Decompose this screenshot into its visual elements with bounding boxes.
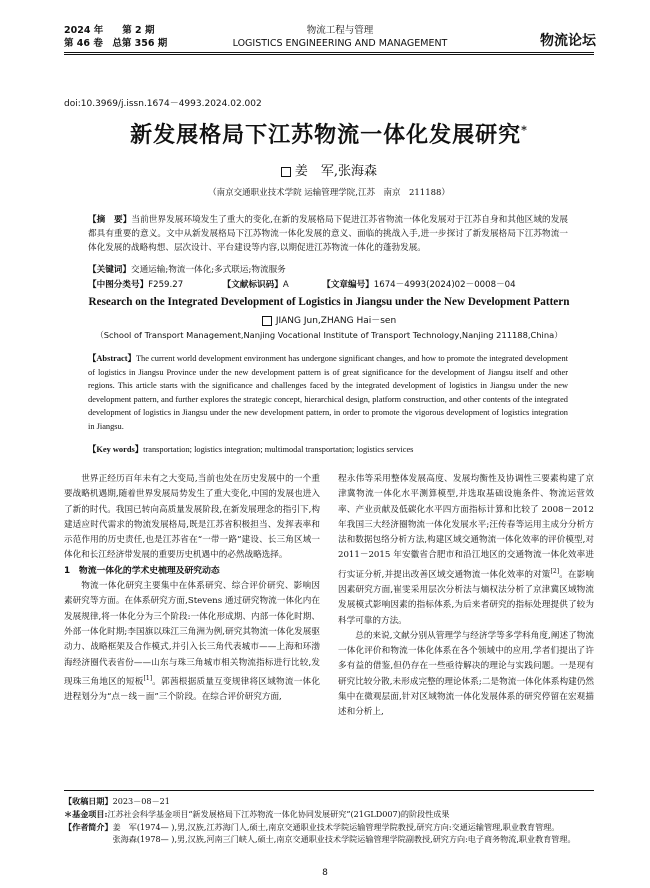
received-value: 2023－08－21 xyxy=(112,796,170,806)
journal-name-en: LOGISTICS ENGINEERING AND MANAGEMENT xyxy=(232,38,448,49)
keywords-cn xyxy=(88,263,568,275)
affiliation-en: （School of Transport Management,Nanjing Vocational Institute of Transport Technology,Nanjing 211188,China） xyxy=(95,330,563,340)
column-name: 物流论坛 xyxy=(540,33,596,49)
authors-en-text: JIANG Jun,ZHANG Hai－sen xyxy=(275,316,397,326)
literature-text: 物流一体化研究主要集中在体系研究、综合评价研究、影响因素研究等方面。在体系研究方面,Stevens 通过研究物流一体化内在发展规律,将一体化分为三个阶段:一体化形成期、内部一体化时期、外部一体化时期;李国旗以珠江三角洲为例,研究其物流一体化发展驱动力、战略框架及合作模式,并引入长三角代表城市——上海和环渤海经济圈代表省份——山东与珠三角城市相关物流指标进行比较,发现珠三角地区的短板 xyxy=(64,581,320,687)
authors-cn-text: 姜 军,张海森 xyxy=(294,164,378,179)
footnotes xyxy=(64,795,594,846)
header-rule xyxy=(64,52,594,53)
affiliation-cn: （南京交通职业技术学院 运输管理学院,江苏 南京 211188） xyxy=(208,188,450,198)
title-mark: * xyxy=(521,123,528,137)
authors-en xyxy=(64,313,594,326)
author-box-icon-en xyxy=(262,316,272,326)
literature-tail: 。郭茜根据质量互变规律将区域物流一体化进程划分为“点－线－面”三个阶段。在综合评价研究方面, xyxy=(64,676,320,703)
article-no-value: 1674－4993(2024)02－0008－04 xyxy=(373,280,516,290)
article-no-label: 【文章编号】 xyxy=(322,280,374,290)
keywords-en-label: 【Key words】 xyxy=(88,445,144,454)
year-issue: 2024 年 第 2 期 xyxy=(64,25,155,36)
author-bio xyxy=(64,821,594,847)
page-number: 8 xyxy=(322,868,328,878)
literature-paragraph xyxy=(64,579,320,705)
author-bio-2: 张海森(1978— ),男,汉族,河南三门峡人,硕士,南京交通职业技术学院运输管理学院副教授,研究方向:电子商务物流,职业教育管理。 xyxy=(112,834,576,845)
evaluation-text: 程永伟等采用整体发展高度、发展均衡性及协调性三要素构建了京津冀物流一体化水平测算模型,并选取基础设施条件、物流运营效率、产业贡献及低碳化水平四方面指标计算和比较了 2008－2012 年我国三大经济圈物流一体化发展水平;汪传春等运用主成分分析方法和数据包络分析方法,构建区域交通物流一体化效率的评价模型,对 2011－2015 年安徽省合肥市和沿江地区的交通物流一体化效率进行实证分析,并提出改善区域交通物流一体化效率的对策 xyxy=(338,474,594,580)
citation-2: [2] xyxy=(550,567,560,575)
clc-value: F259.27 xyxy=(148,280,184,290)
summary-paragraph: 总的来说,文献分别从管理学与经济学等多学科角度,阐述了物流一体化评价和物流一体化体系在各个领域中的应用,学者们提出了许多有益的借鉴,但仍存在一些亟待解决的理论与实践问题。一是现有研究比较分散,未形成完整的理论体系;二是物流一体化体系构建仍然集中在微观层面,针对区域物流一体化发展体系的研究停留在宏观描述和分析上, xyxy=(338,630,594,718)
author-bio-label: 【作者简介】 xyxy=(64,821,113,832)
author-bio-1: 姜 军(1974— ),男,汉族,江苏海门人,硕士,南京交通职业技术学院运输管理学院教授,研究方向:交通运输管理,职业教育管理。 xyxy=(112,821,560,832)
keywords-cn-text: 交通运输;物流一体化;多式联运;物流服务 xyxy=(130,265,286,275)
fund-note xyxy=(64,808,594,821)
header-rule-2 xyxy=(64,54,594,55)
keywords-en-text: transportation; logistics integration; multimodal transportation; logistics services xyxy=(143,445,414,454)
abstract-en-text: The current world development environment has undergone significant changes, and how to promote the integrated development of logistics in Jiangsu Province under the new development pattern is of great significance for the development of Jiangsu itself and other regions. This article starts with the significance and challenges faced by the integrated development of logistics in Jiangsu under the new development pattern, and further explores the strategic concept, hierarchical design, platform construction, and other contents of the integrated development of logistics in Jiangsu under the new development pattern, in order to promote the vigorous development of logistics integration in Jiangsu. xyxy=(88,354,568,431)
received-label: 【收稿日期】 xyxy=(64,796,113,806)
abstract-cn-label: 【摘 要】 xyxy=(88,215,132,225)
journal-name-cn: 物流工程与管理 xyxy=(306,25,374,36)
doi: doi:10.3969/j.issn.1674－4993.2024.02.002 xyxy=(64,99,262,109)
doc-code-label: 【文献标识码】 xyxy=(222,280,283,290)
body-left-column xyxy=(64,472,320,705)
evaluation-tail: 。在影响因素研究方面,崔雯采用层次分析法与熵权法分析了京津冀区域物流发展模式影响因素的指标体系,为后来者研究的指标处理提供了较为科学可靠的方法。 xyxy=(338,569,594,626)
title-en: Research on the Integrated Development of Logistics in Jiangsu under the New Development Pattern xyxy=(88,296,570,308)
received-date xyxy=(64,795,594,808)
journal-title xyxy=(200,24,480,50)
body-right-column xyxy=(338,472,594,721)
abstract-en-label: 【Abstract】 xyxy=(88,354,136,363)
abstract-cn xyxy=(88,213,568,256)
abstract-cn-text: 当前世界发展环境发生了重大的变化,在新的发展格局下促进江苏省物流一体化发展对于江苏自身和其他区域的发展都具有重要的意义。文中从新发展格局下江苏物流一体化发展的意义、面临的挑战入手,进一步探讨了新发展格局下江苏物流一体化发展的战略构想、层次设计、平台建设等内容,以期促进江苏物流一体化的蓬勃发展。 xyxy=(88,215,568,254)
footnote-rule xyxy=(64,790,594,791)
keywords-en xyxy=(88,443,568,455)
authors-cn xyxy=(64,160,594,179)
fund-text: 江苏社会科学基金项目“新发展格局下江苏物流一体化协同发展研究”(21GLD007)的阶段性成果 xyxy=(107,808,450,819)
doc-code-value: A xyxy=(282,280,289,290)
classification-line xyxy=(88,278,568,290)
clc-label: 【中图分类号】 xyxy=(88,280,149,290)
author-box-icon xyxy=(281,167,291,177)
keywords-cn-label: 【关键词】 xyxy=(88,265,131,275)
issue-info xyxy=(64,24,204,50)
volume-total: 第 46 卷 总第 356 期 xyxy=(64,38,168,49)
abstract-en xyxy=(88,352,568,434)
title-cn xyxy=(64,118,594,149)
citation-1: [1] xyxy=(143,674,153,682)
intro-paragraph: 世界正经历百年未有之大变局,当前也处在历史发展中的一个重要战略机遇期,随着世界发展局势发生了重大变化,中国的发展也进入了新的时代。我国已转向高质量发展阶段,在新发展理念的指引下,构建适应时代需求的物流发展格局,既是江苏省积极担当、发挥表率和示范作用的历史责任,也是江苏省在“一带一路”建设、长三角区域一体化和长江经济带发展的重要历史机遇中的必然战略选择。 xyxy=(64,474,320,561)
fund-label: ＊基金项目: xyxy=(64,808,108,819)
evaluation-paragraph xyxy=(338,472,594,629)
section-heading-1: 1 物流一体化的学术史梳理及研究动态 xyxy=(64,565,220,576)
title-cn-text: 新发展格局下江苏物流一体化发展研究 xyxy=(130,122,522,148)
